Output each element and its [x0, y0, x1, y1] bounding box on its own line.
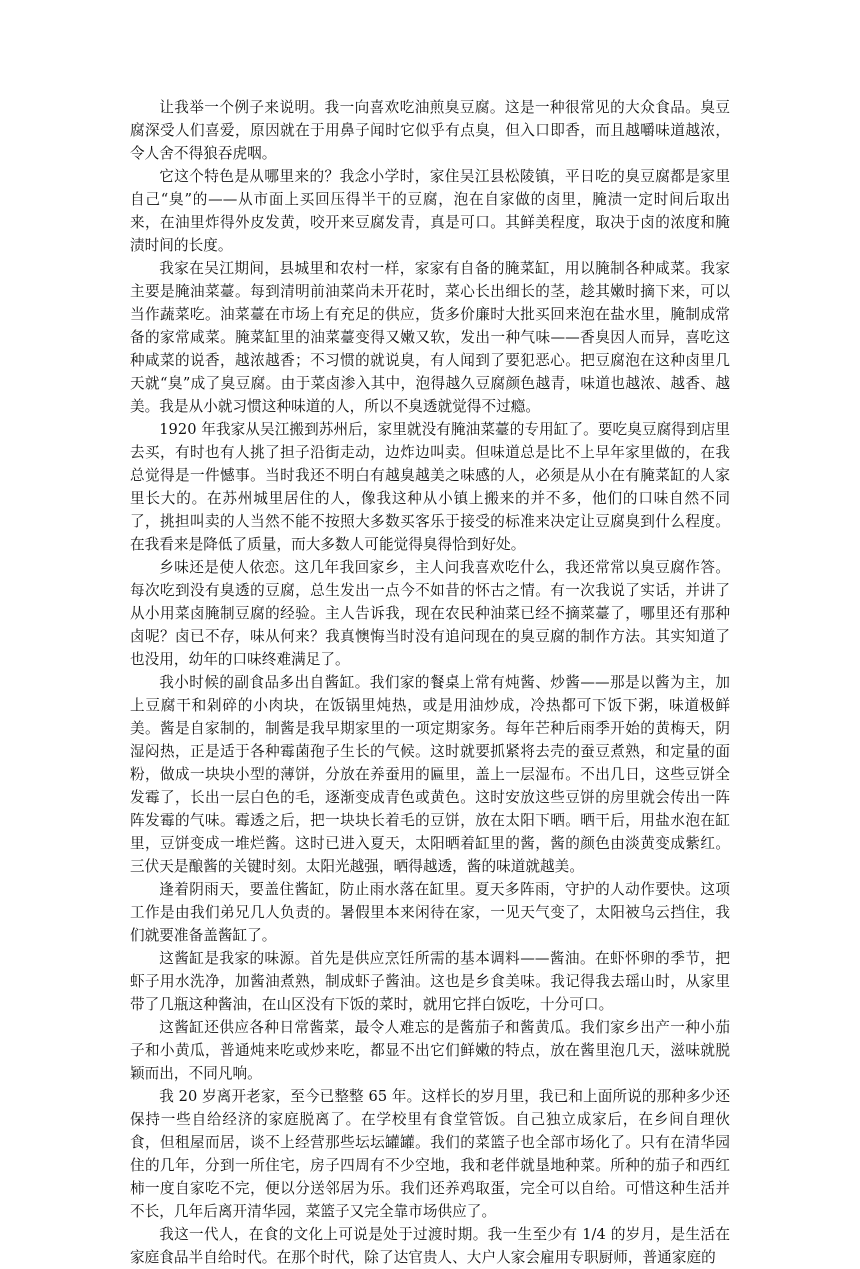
paragraph: 我家在吴江期间，县城里和农村一样，家家有自备的腌菜缸，用以腌制各种咸菜。我家主要是腌油菜薹。每到清明前油菜尚未开花时，菜心长出细长的茎，趁其嫩时摘下来，可以当作蔬菜吃。油菜薹在市场上有充足的供应，货多价廉时大批买回来泡在盐水里，腌制成常备的家常咸菜。腌菜缸里的油菜薹变得又嫩又软，发出一种气味——香臭因人而异，喜吃这种咸菜的说香，越浓越香；不习惯的就说臭，有人闻到了要犯恶心。把豆腐泡在这种卤里几天就“臭”成了臭豆腐。由于菜卤渗入其中，泡得越久豆腐颜色越青，味道也越浓、越香、越美。我是从小就习惯这种味道的人，所以不臭透就觉得不过瘾。 [130, 260, 730, 415]
paragraph: 乡味还是使人依恋。这几年我回家乡，主人问我喜欢吃什么，我还常常以臭豆腐作答。每次吃到没有臭透的豆腐，总生发出一点今不如昔的怀古之情。有一次我说了实话，并讲了从小用菜卤腌制豆腐的经验。主人告诉我，现在农民种油菜已经不摘菜薹了，哪里还有那种卤呢？卤已不存，味从何来？我真懊悔当时没有追问现在的臭豆腐的制作方法。其实知道了也没用，幼年的口味终难满足了。 [130, 559, 730, 668]
paragraph: 这酱缸还供应各种日常酱菜，最令人难忘的是酱茄子和酱黄瓜。我们家乡出产一种小茄子和小黄瓜，普通炖来吃或炒来吃，都显不出它们鲜嫩的特点，放在酱里泡几天，滋味就脱颖而出，不同凡响。 [130, 1019, 730, 1082]
paragraph: 我 20 岁离开老家，至今已整整 65 年。这样长的岁月里，我已和上面所说的那种多少还保持一些自给经济的家庭脱离了。在学校里有食堂管饭。自己独立成家后，在乡间自理伙食，但租屋而居，谈不上经营那些坛坛罐罐。我们的菜篮子也全部市场化了。只有在清华园住的几年，分到一所住宅，房子四周有不少空地，我和老伴就垦地种菜。所种的茄子和西红柿一度自家吃不完，便以分送邻居为乐。我们还养鸡取蛋，完全可以自给。可惜这种生活并不长，几年后离开清华园，菜篮子又完全靠市场供应了。 [130, 1088, 730, 1220]
paragraph: 我这一代人，在食的文化上可说是处于过渡时期。我一生至少有 1/4 的岁月，是生活在家庭食品半自给时代。在那个时代，除了达官贵人、大户人家会雇用专职厨师，普通家庭的 [130, 1226, 730, 1266]
paragraph: 它这个特色是从哪里来的？我念小学时，家住吴江县松陵镇，平日吃的臭豆腐都是家里自己“臭”的——从市面上买回压得半干的豆腐，泡在自家做的卤里，腌渍一定时间后取出来，在油里炸得外皮发黄，咬开来豆腐发青，真是可口。其鲜美程度，取决于卤的浓度和腌渍时间的长度。 [130, 168, 730, 254]
paragraph: 我小时候的副食品多出自酱缸。我们家的餐桌上常有炖酱、炒酱——那是以酱为主，加上豆腐干和剁碎的小肉块，在饭锅里炖热，或是用油炒成，冷热都可下饭下粥，味道极鲜美。酱是自家制的，制酱是我早期家里的一项定期家务。每年芒种后雨季开始的黄梅天，阴湿闷热，正是适于各种霉菌孢子生长的气候。这时就要抓紧将去壳的蚕豆煮熟，和定量的面粉，做成一块块小型的薄饼，分放在养蚕用的匾里，盖上一层湿布。不出几日，这些豆饼全发霉了，长出一层白色的毛，逐渐变成青色或黄色。这时安放这些豆饼的房里就会传出一阵阵发霉的气味。霉透之后，把一块块长着毛的豆饼，放在太阳下晒。晒干后，用盐水泡在缸里，豆饼变成一堆烂酱。这时已进入夏天，太阳晒着缸里的酱，酱的颜色由淡黄变成紫红。三伏天是酿酱的关键时刻。太阳光越强，晒得越透，酱的味道就越美。 [130, 674, 730, 875]
paragraph: 1920 年我家从吴江搬到苏州后，家里就没有腌油菜薹的专用缸了。要吃臭豆腐得到店里去买，有时也有人挑了担子沿街走动，边炸边叫卖。但味道总是比不上早年家里做的，在我总觉得是一件憾事。当时我还不明白有越臭越美之味感的人，必须是从小在有腌菜缸的人家里长大的。在苏州城里居住的人，像我这种从小镇上搬来的并不多，他们的口味自然不同了，挑担叫卖的人当然不能不按照大多数买客乐于接受的标准来决定让豆腐臭到什么程度。在我看来是降低了质量，而大多数人可能觉得臭得恰到好处。 [130, 421, 730, 553]
paragraph: 让我举一个例子来说明。我一向喜欢吃油煎臭豆腐。这是一种很常见的大众食品。臭豆腐深受人们喜爱，原因就在于用鼻子闻时它似乎有点臭，但入口即香，而且越嚼味道越浓，令人舍不得狼吞虎咽。 [130, 99, 730, 162]
paragraph: 逢着阴雨天，要盖住酱缸，防止雨水落在缸里。夏天多阵雨，守护的人动作要快。这项工作是由我们弟兄几人负责的。暑假里本来闲待在家，一见天气变了，太阳被乌云挡住，我们就要准备盖酱缸了。 [130, 881, 730, 944]
paragraph: 这酱缸是我家的味源。首先是供应烹饪所需的基本调料——酱油。在虾怀卵的季节，把虾子用水洗净，加酱油煮熟，制成虾子酱油。这也是乡食美味。我记得我去瑶山时，从家里带了几瓶这种酱油，在山区没有下饭的菜时，就用它拌白饭吃，十分可口。 [130, 950, 730, 1013]
document-page [130, 96, 730, 1269]
